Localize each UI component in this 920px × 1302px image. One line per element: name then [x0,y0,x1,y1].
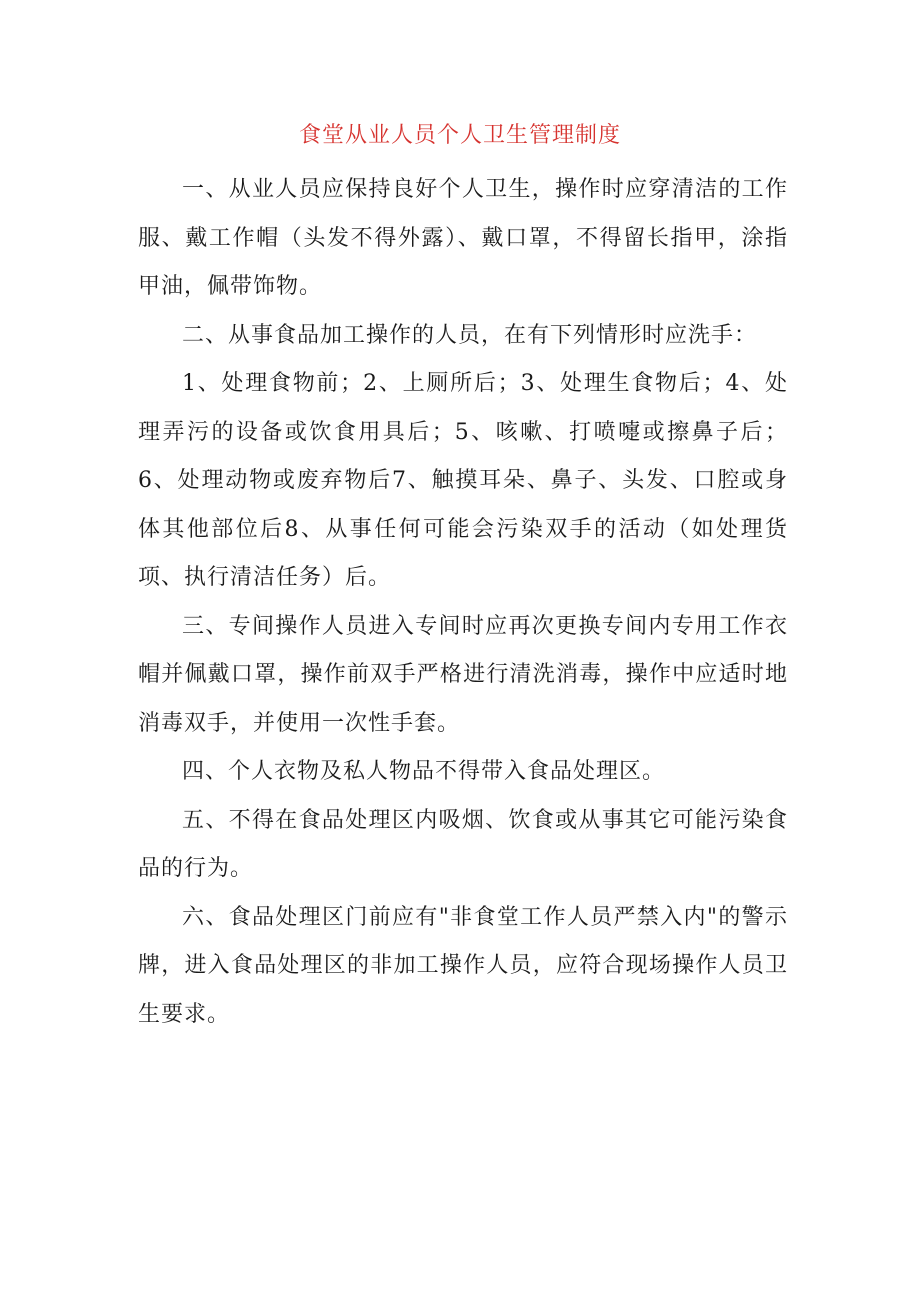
paragraph-4: 三、专间操作人员进入专间时应再次更换专间内专用工作衣帽并佩戴口罩，操作前双手严格进行清洗消毒，操作中应适时地消毒双手，并使用一次性手套。 [138,613,788,736]
document-body [138,166,788,1039]
paragraph-3: 1、处理食物前；2、上厕所后；3、处理生食物后；4、处理弄污的设备或饮食用具后；5、咳嗽、打喷嚏或擦鼻子后；6、处理动物或废弃物后7、触摸耳朵、鼻子、头发、口腔或身体其他部位后8、从事任何可能会污染双手的活动（如处理货项、执行清洁任务）后。 [138,371,788,590]
paragraph-2: 二、从事食品加工操作的人员，在有下列情形时应洗手： [182,322,758,348]
paragraph-1: 一、从业人员应保持良好个人卫生，操作时应穿清洁的工作服、戴工作帽（头发不得外露）、戴口罩，不得留长指甲，涂指甲油，佩带饰物。 [138,177,788,299]
paragraph-5: 四、个人衣物及私人物品不得带入食品处理区。 [182,759,666,784]
document-title: 食堂从业人员个人卫生管理制度 [298,123,621,148]
paragraph-7: 六、食品处理区门前应有"非食堂工作人员严禁入内"的警示牌，进入食品处理区的非加工操作人员，应符合现场操作人员卫生要求。 [138,904,788,1027]
paragraph-6: 五、不得在食品处理区内吸烟、饮食或从事其它可能污染食品的行为。 [138,807,788,881]
